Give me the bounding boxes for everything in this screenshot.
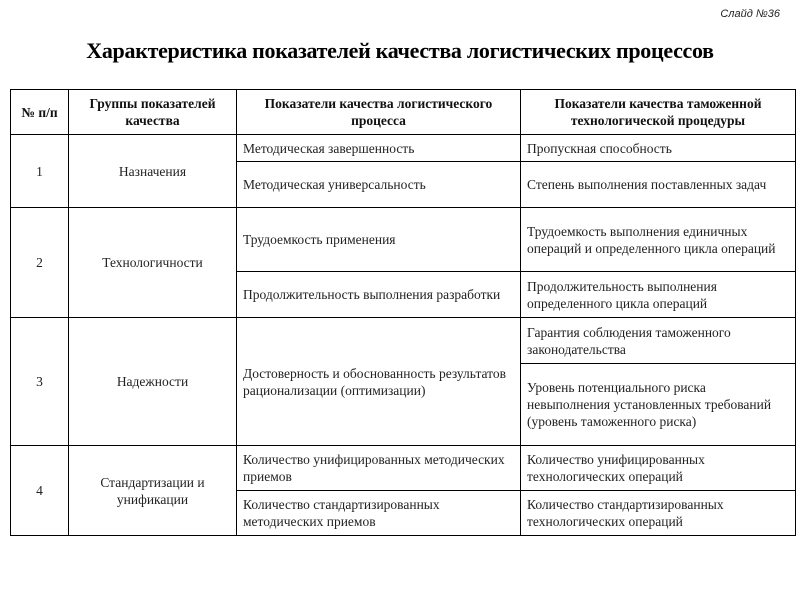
group-name: Надежности xyxy=(69,318,237,446)
customs-indicator: Пропускная способность xyxy=(521,135,796,162)
logistic-indicator: Трудоемкость применения xyxy=(237,208,521,272)
logistic-indicator: Количество стандартизированных методических приемов xyxy=(237,491,521,536)
row-number: 3 xyxy=(11,318,69,446)
logistic-indicator: Методическая завершенность xyxy=(237,135,521,162)
table-row xyxy=(11,446,796,491)
customs-indicator: Продолжительность выполнения определенного цикла операций xyxy=(521,272,796,318)
customs-indicator: Гарантия соблюдения таможенного законодательства xyxy=(521,318,796,364)
group-name: Назначения xyxy=(69,135,237,208)
customs-indicator: Количество стандартизированных технологических операций xyxy=(521,491,796,536)
logistic-indicator: Количество унифицированных методических приемов xyxy=(237,446,521,491)
table-header-row xyxy=(11,90,796,135)
customs-indicator: Степень выполнения поставленных задач xyxy=(521,162,796,208)
logistic-indicator: Методическая универсальность xyxy=(237,162,521,208)
customs-indicator: Уровень потенциального риска невыполнения установленных требований (уровень таможенного риска) xyxy=(521,364,796,446)
logistic-indicator: Продолжительность выполнения разработки xyxy=(237,272,521,318)
header-number: № п/п xyxy=(11,90,69,135)
group-name: Стандартизации и унификации xyxy=(69,446,237,536)
row-number: 2 xyxy=(11,208,69,318)
slide-title: Характеристика показателей качества логистических процессов xyxy=(86,38,714,63)
quality-indicators-table xyxy=(10,89,796,536)
header-logistic-indicators: Показатели качества логистического процесса xyxy=(237,90,521,135)
group-name: Технологичности xyxy=(69,208,237,318)
table-row xyxy=(11,318,796,364)
row-number: 4 xyxy=(11,446,69,536)
table-row xyxy=(11,208,796,272)
row-number: 1 xyxy=(11,135,69,208)
logistic-indicator: Достоверность и обоснованность результатов рационализации (оптимизации) xyxy=(237,318,521,446)
table-row xyxy=(11,135,796,162)
header-groups: Группы показателей качества xyxy=(69,90,237,135)
customs-indicator: Количество унифицированных технологических операций xyxy=(521,446,796,491)
customs-indicator: Трудоемкость выполнения единичных операций и определенного цикла операций xyxy=(521,208,796,272)
slide-number: Слайд №36 xyxy=(720,8,780,20)
header-customs-indicators: Показатели качества таможенной технологической процедуры xyxy=(521,90,796,135)
